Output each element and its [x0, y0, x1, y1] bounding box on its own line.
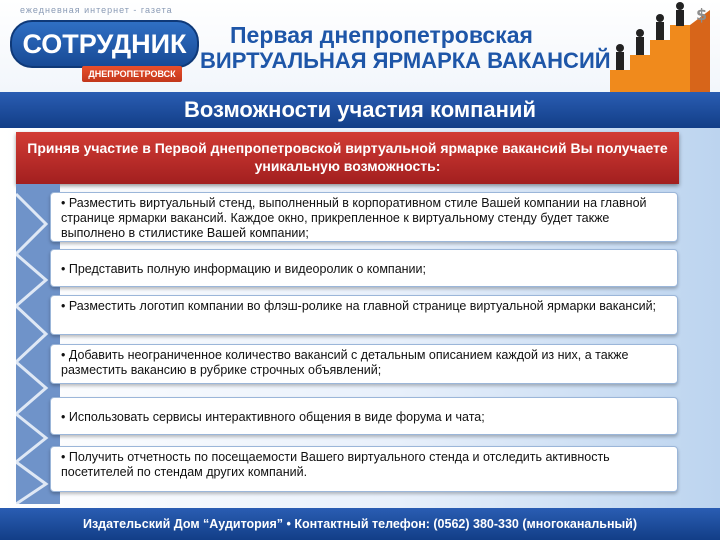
title-line2: ВИРТУАЛЬНАЯ ЯРМАРКА ВАКАНСИЙ: [200, 48, 611, 73]
logo-city: ДНЕПРОПЕТРОВСК: [82, 66, 182, 82]
list-item: • Представить полную информацию и видеоролик о компании;: [50, 249, 678, 287]
list-item: • Добавить неограниченное количество вакансий с детальным описанием каждой из них, а также разместить вакансию в рубрике строчных объявлений;: [50, 344, 678, 384]
tagline: ежедневная интернет - газета: [20, 5, 173, 15]
intro-box: Приняв участие в Первой днепропетровской виртуальной ярмарке вакансий Вы получаете уникальную возможность:: [16, 132, 679, 184]
list-item: • Получить отчетность по посещаемости Вашего виртуального стенда и отследить активность посетителей по стендам других компаний.: [50, 446, 678, 492]
section-banner: Возможности участия компаний: [0, 92, 720, 128]
list-item: • Разместить виртуальный стенд, выполненный в корпоративном стиле Вашей компании на главной странице ярмарки вакансий. Каждое окно, прикрепленное к виртуальному стенду будет также выполнено в стилистике Вашей компании;: [50, 192, 678, 242]
svg-text:$: $: [696, 5, 708, 24]
footer: Издательский Дом “Аудитория” • Контактный телефон: (0562) 380-330 (многоканальный): [0, 508, 720, 540]
list-item: • Использовать сервисы интерактивного общения в виде форума и чата;: [50, 397, 678, 435]
staircase-people-icon: [600, 0, 720, 92]
logo[interactable]: СОТРУДНИК: [10, 20, 199, 68]
title-line1: Первая днепропетровская: [230, 22, 533, 48]
header: [0, 0, 720, 92]
list-item: • Разместить логотип компании во флэш-ролике на главной странице виртуальной ярмарки вакансий;: [50, 295, 678, 335]
